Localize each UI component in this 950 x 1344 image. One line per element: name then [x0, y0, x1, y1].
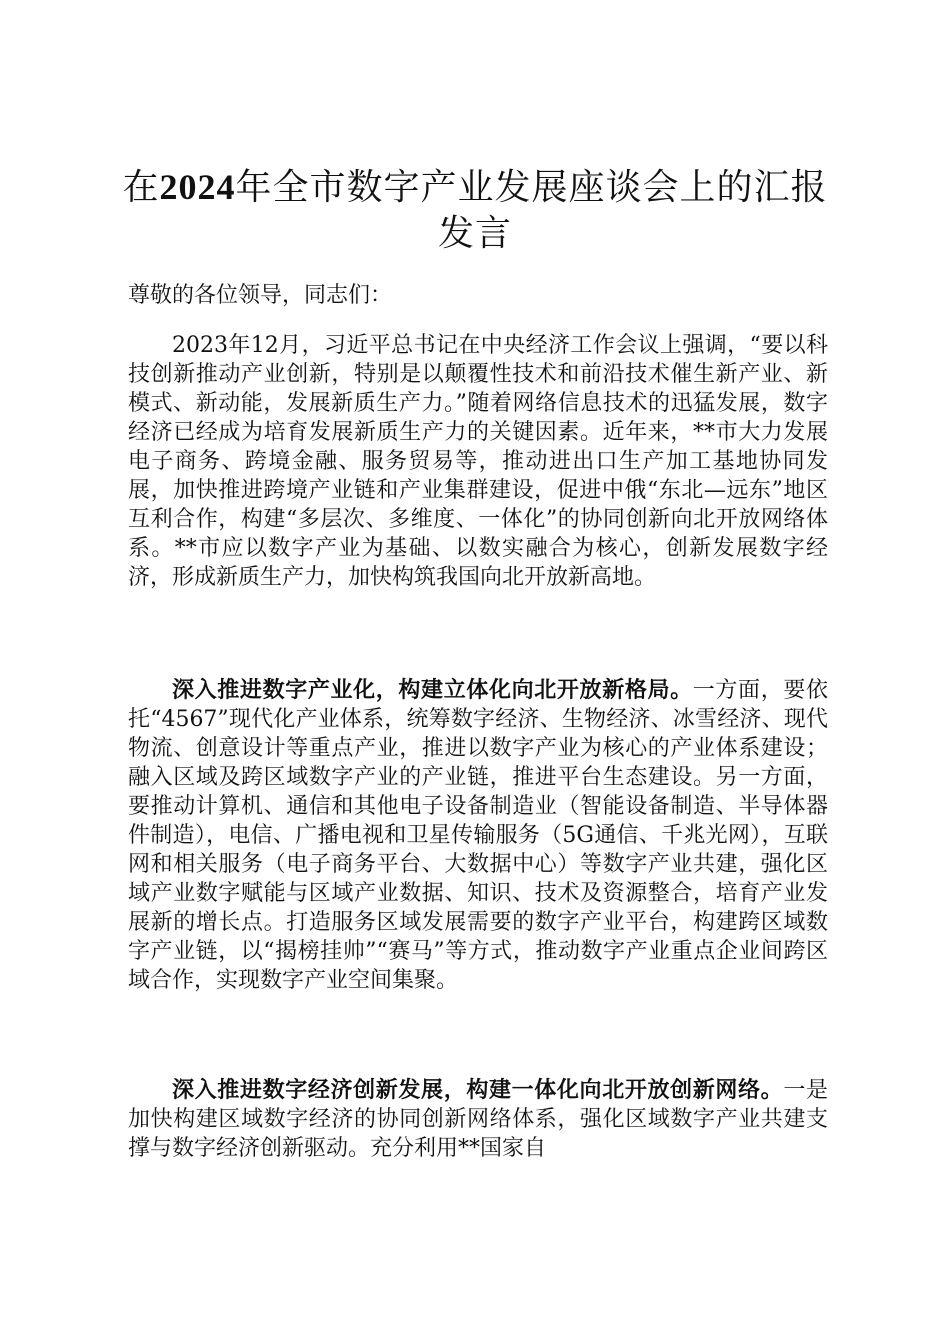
- salutation: 尊敬的各位领导，同志们：: [128, 283, 393, 308]
- paragraph-digital-industrialization: [128, 676, 828, 995]
- paragraph-text: 一是加快构建区域数字经济的协同创新网络体系，强化区域数字产业共建支撑与数字经济创新驱动。充分利用**国家自: [128, 1078, 828, 1161]
- paragraph-lead-heading: 深入推进数字产业化，构建立体化向北开放新格局。: [172, 677, 693, 703]
- title-year: 2024: [159, 167, 236, 207]
- paragraph-text: 一方面，要依托“4567”现代化产业体系，统筹数字经济、生物经济、冰雪经济、现代物流、创意设计等重点产业，推进以数字产业为核心的产业体系建设；融入区域及跨区域数字产业的产业链，推进平台生态建设。另一方面，要推动计算机、通信和其他电子设备制造业（智能设备制造、半导体器件制造），电信、广播电视和卫星传输服务（5G通信、千兆光网），互联网和相关服务（电子商务平台、大数据中心）等数字产业共建，强化区域产业数字赋能与区域产业数据、知识、技术及资源整合，培育产业发展新的增长点。打造服务区域发展需要的数字产业平台，构建跨区域数字产业链，以“揭榜挂帅”“赛马”等方式，推动数字产业重点企业间跨区域合作，实现数字产业空间集聚。: [128, 678, 828, 993]
- paragraph-digital-economy-innovation: [128, 1076, 828, 1163]
- paragraph-intro: [128, 331, 828, 592]
- title-prefix: 在: [122, 167, 160, 208]
- paragraph-lead-heading: 深入推进数字经济创新发展，构建一体化向北开放创新网络。: [172, 1077, 784, 1103]
- title-suffix: 年全市数字产业发展座谈会上的汇报发言: [235, 167, 828, 254]
- paragraph-text: 2023年12月，习近平总书记在中央经济工作会议上强调，“要以科技创新推动产业创新，特别是以颠覆性技术和前沿技术催生新产业、新模式、新动能，发展新质生产力。”随着网络信息技术的迅猛发展，数字经济已经成为培育发展新质生产力的关键因素。近年来，**市大力发展电子商务、跨境金融、服务贸易等，推动进出口生产加工基地协同发展，加快推进跨境产业链和产业集群建设，促进中俄“东北—远东”地区互利合作，构建“多层次、多维度、一体化”的协同创新向北开放网络体系。**市应以数字产业为基础、以数实融合为核心，创新发展数字经济，形成新质生产力，加快构筑我国向北开放新高地。: [128, 333, 828, 590]
- document-title: [120, 164, 830, 257]
